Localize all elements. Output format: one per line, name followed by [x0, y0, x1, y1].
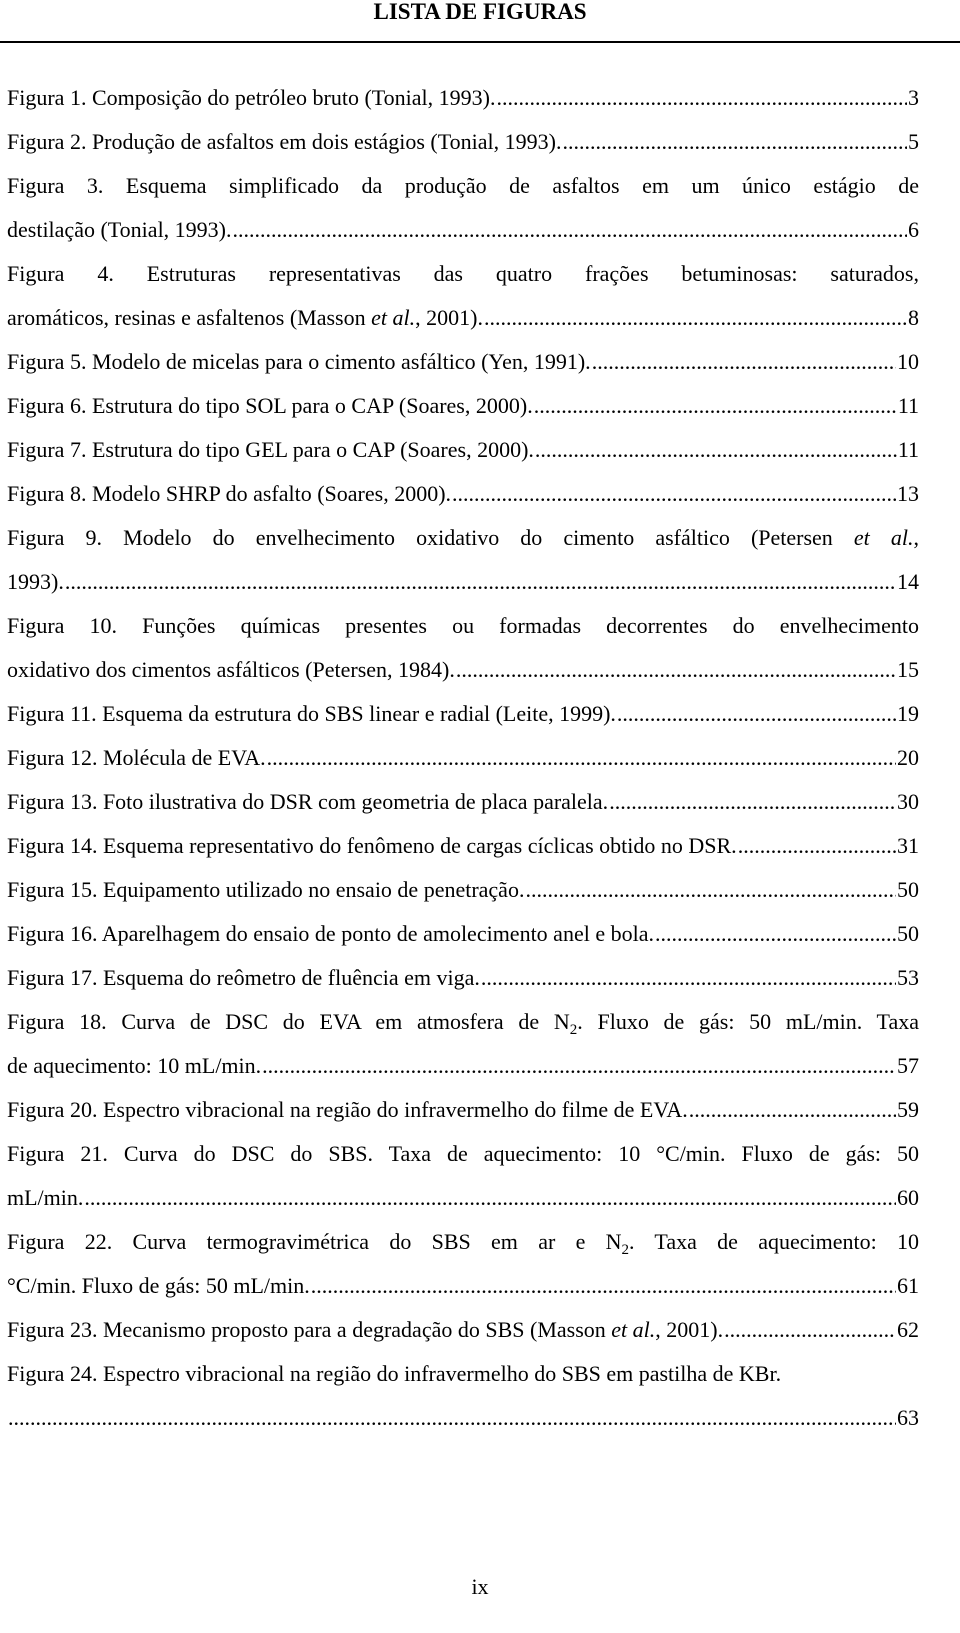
dot-leader [484, 296, 907, 340]
figure-title: Figura 6. Estrutura do tipo SOL para o CAP (Soares, 2000). [7, 393, 533, 418]
figure-title: Figura 17. Esquema do reômetro de fluência em viga. [7, 965, 480, 990]
page-number: 20 [897, 745, 919, 770]
figure-title: Figura 15. Equipamento utilizado no ensaio de penetração. [7, 877, 525, 902]
dot-leader [452, 472, 896, 516]
figure-title: aromáticos, resinas e asfaltenos (Masson et al., 2001). [7, 305, 483, 330]
dot-leader [65, 560, 896, 604]
page-number: 60 [897, 1185, 919, 1210]
figure-entry[interactable] [7, 516, 919, 604]
page-number: 63 [897, 1405, 919, 1430]
figure-entry[interactable] [7, 824, 919, 868]
figure-entry[interactable] [7, 340, 919, 384]
figure-title: °C/min. Fluxo de gás: 50 mL/min. [7, 1273, 310, 1298]
figure-entry[interactable] [7, 1000, 919, 1088]
figure-entry[interactable] [7, 912, 919, 956]
figure-title: Figura 1. Composição do petróleo bruto (Tonial, 1993). [7, 85, 496, 110]
page-number: 19 [897, 701, 919, 726]
page-number: 10 [897, 349, 919, 374]
dot-leader [617, 692, 896, 736]
page-number: 59 [897, 1097, 919, 1122]
figure-title-line1: Figura 18. Curva de DSC do EVA em atmosfera de $N_2$. Fluxo de gás: 50 mL/min. Taxa [7, 1009, 919, 1038]
page-number: 5 [908, 129, 919, 154]
figure-title: Figura 23. Mecanismo proposto para a degradação do SBS (Masson et al., 2001). [7, 1317, 724, 1342]
figure-title: Figura 7. Estrutura do tipo GEL para o CAP (Soares, 2000). [7, 437, 534, 462]
figure-entry[interactable] [7, 1308, 919, 1352]
page-number: 8 [908, 305, 919, 330]
dot-leader [562, 120, 907, 164]
dot-leader [311, 1264, 896, 1308]
figure-entry[interactable] [7, 164, 919, 252]
figure-entry[interactable] [7, 692, 919, 736]
figure-entry[interactable] [7, 1088, 919, 1132]
page-number: 11 [897, 393, 919, 418]
figure-title: Figura 20. Espectro vibracional na região do infravermelho do filme de EVA. [7, 1097, 688, 1122]
page-number: 3 [908, 85, 919, 110]
dot-leader [267, 736, 896, 780]
page-number: 53 [897, 965, 919, 990]
page-number: 31 [897, 833, 919, 858]
page-number: 30 [897, 789, 919, 814]
figure-title: Figura 12. Molécula de EVA. [7, 745, 266, 770]
figure-entry[interactable] [7, 384, 919, 428]
figure-title: Figura 16. Aparelhagem do ensaio de ponto de amolecimento anel e bola. [7, 921, 654, 946]
figure-title-line1: Figura 9. Modelo do envelhecimento oxidativo do cimento asfáltico (Petersen et al., [7, 525, 919, 550]
page-number: 50 [897, 877, 919, 902]
figure-entry[interactable] [7, 736, 919, 780]
dot-leader [655, 912, 896, 956]
figure-title: Figura 5. Modelo de micelas para o cimento asfáltico (Yen, 1991). [7, 349, 591, 374]
heading-rule [0, 41, 960, 43]
page-number: 61 [897, 1273, 919, 1298]
figure-title-line1: Figura 3. Esquema simplificado da produção de asfaltos em um único estágio de [7, 173, 919, 198]
figure-title: Figura 8. Modelo SHRP do asfalto (Soares, 2000). [7, 481, 452, 506]
page-number: 15 [897, 657, 919, 682]
dot-leader [609, 780, 896, 824]
page-number: 50 [897, 921, 919, 946]
dot-leader [689, 1088, 896, 1132]
dot-leader [262, 1044, 896, 1088]
figure-entry[interactable] [7, 868, 919, 912]
figure-title: Figura 13. Foto ilustrativa do DSR com geometria de placa paralela. [7, 789, 609, 814]
figure-entry[interactable] [7, 472, 919, 516]
figure-list [7, 76, 919, 1440]
dot-leader [84, 1176, 896, 1220]
figure-entry[interactable] [7, 428, 919, 472]
dot-leader [233, 208, 907, 252]
figure-entry[interactable] [7, 1352, 919, 1440]
figure-entry[interactable] [7, 252, 919, 340]
page-number: 6 [908, 217, 919, 242]
figure-title-line1: Figura 24. Espectro vibracional na região do infravermelho do SBS em pastilha de KBr. [7, 1361, 782, 1386]
dot-leader [481, 956, 896, 1000]
figure-title-line1: Figura 10. Funções químicas presentes ou formadas decorrentes do envelhecimento [7, 613, 919, 638]
dot-leader [525, 868, 896, 912]
page-footer-number: ix [471, 1574, 489, 1599]
figure-title: Figura 2. Produção de asfaltos em dois estágios (Tonial, 1993). [7, 129, 562, 154]
figure-title: destilação (Tonial, 1993). [7, 217, 232, 242]
figure-title-line1: Figura 4. Estruturas representativas das quatro frações betuminosas: saturados, [7, 261, 919, 286]
figure-title: de aquecimento: 10 mL/min. [7, 1053, 262, 1078]
page-number: 13 [897, 481, 919, 506]
figure-entry[interactable] [7, 1132, 919, 1220]
figure-title: Figura 14. Esquema representativo do fenômeno de cargas cíclicas obtido no DSR. [7, 833, 737, 858]
dot-leader [724, 1308, 896, 1352]
figure-entry[interactable] [7, 76, 919, 120]
figure-title: oxidativo dos cimentos asfálticos (Petersen, 1984). [7, 657, 455, 682]
figure-entry[interactable] [7, 780, 919, 824]
figure-title-line1: Figura 21. Curva do DSC do SBS. Taxa de aquecimento: 10 °C/min. Fluxo de gás: 50 [7, 1141, 919, 1166]
figure-title: Figura 11. Esquema da estrutura do SBS linear e radial (Leite, 1999). [7, 701, 616, 726]
figure-title-line1: Figura 22. Curva termogravimétrica do SBS em ar e $N_2$. Taxa de aquecimento: 10 [7, 1229, 919, 1258]
dot-leader [535, 428, 897, 472]
dot-leader [456, 648, 896, 692]
figure-title: 1993). [7, 569, 64, 594]
page-number: 62 [897, 1317, 919, 1342]
dot-leader [592, 340, 896, 384]
dot-leader [738, 824, 896, 868]
figure-title: mL/min. [7, 1185, 84, 1210]
figure-entry[interactable] [7, 956, 919, 1000]
page-heading: LISTA DE FIGURAS [373, 0, 587, 24]
page-number: 57 [897, 1053, 919, 1078]
dot-leader [534, 384, 897, 428]
page-number: 11 [897, 437, 919, 462]
page-number: 14 [897, 569, 919, 594]
dot-leader [8, 1396, 896, 1440]
figure-entry[interactable] [7, 604, 919, 692]
figure-entry[interactable] [7, 120, 919, 164]
dot-leader [497, 76, 908, 120]
figure-entry[interactable] [7, 1220, 919, 1308]
